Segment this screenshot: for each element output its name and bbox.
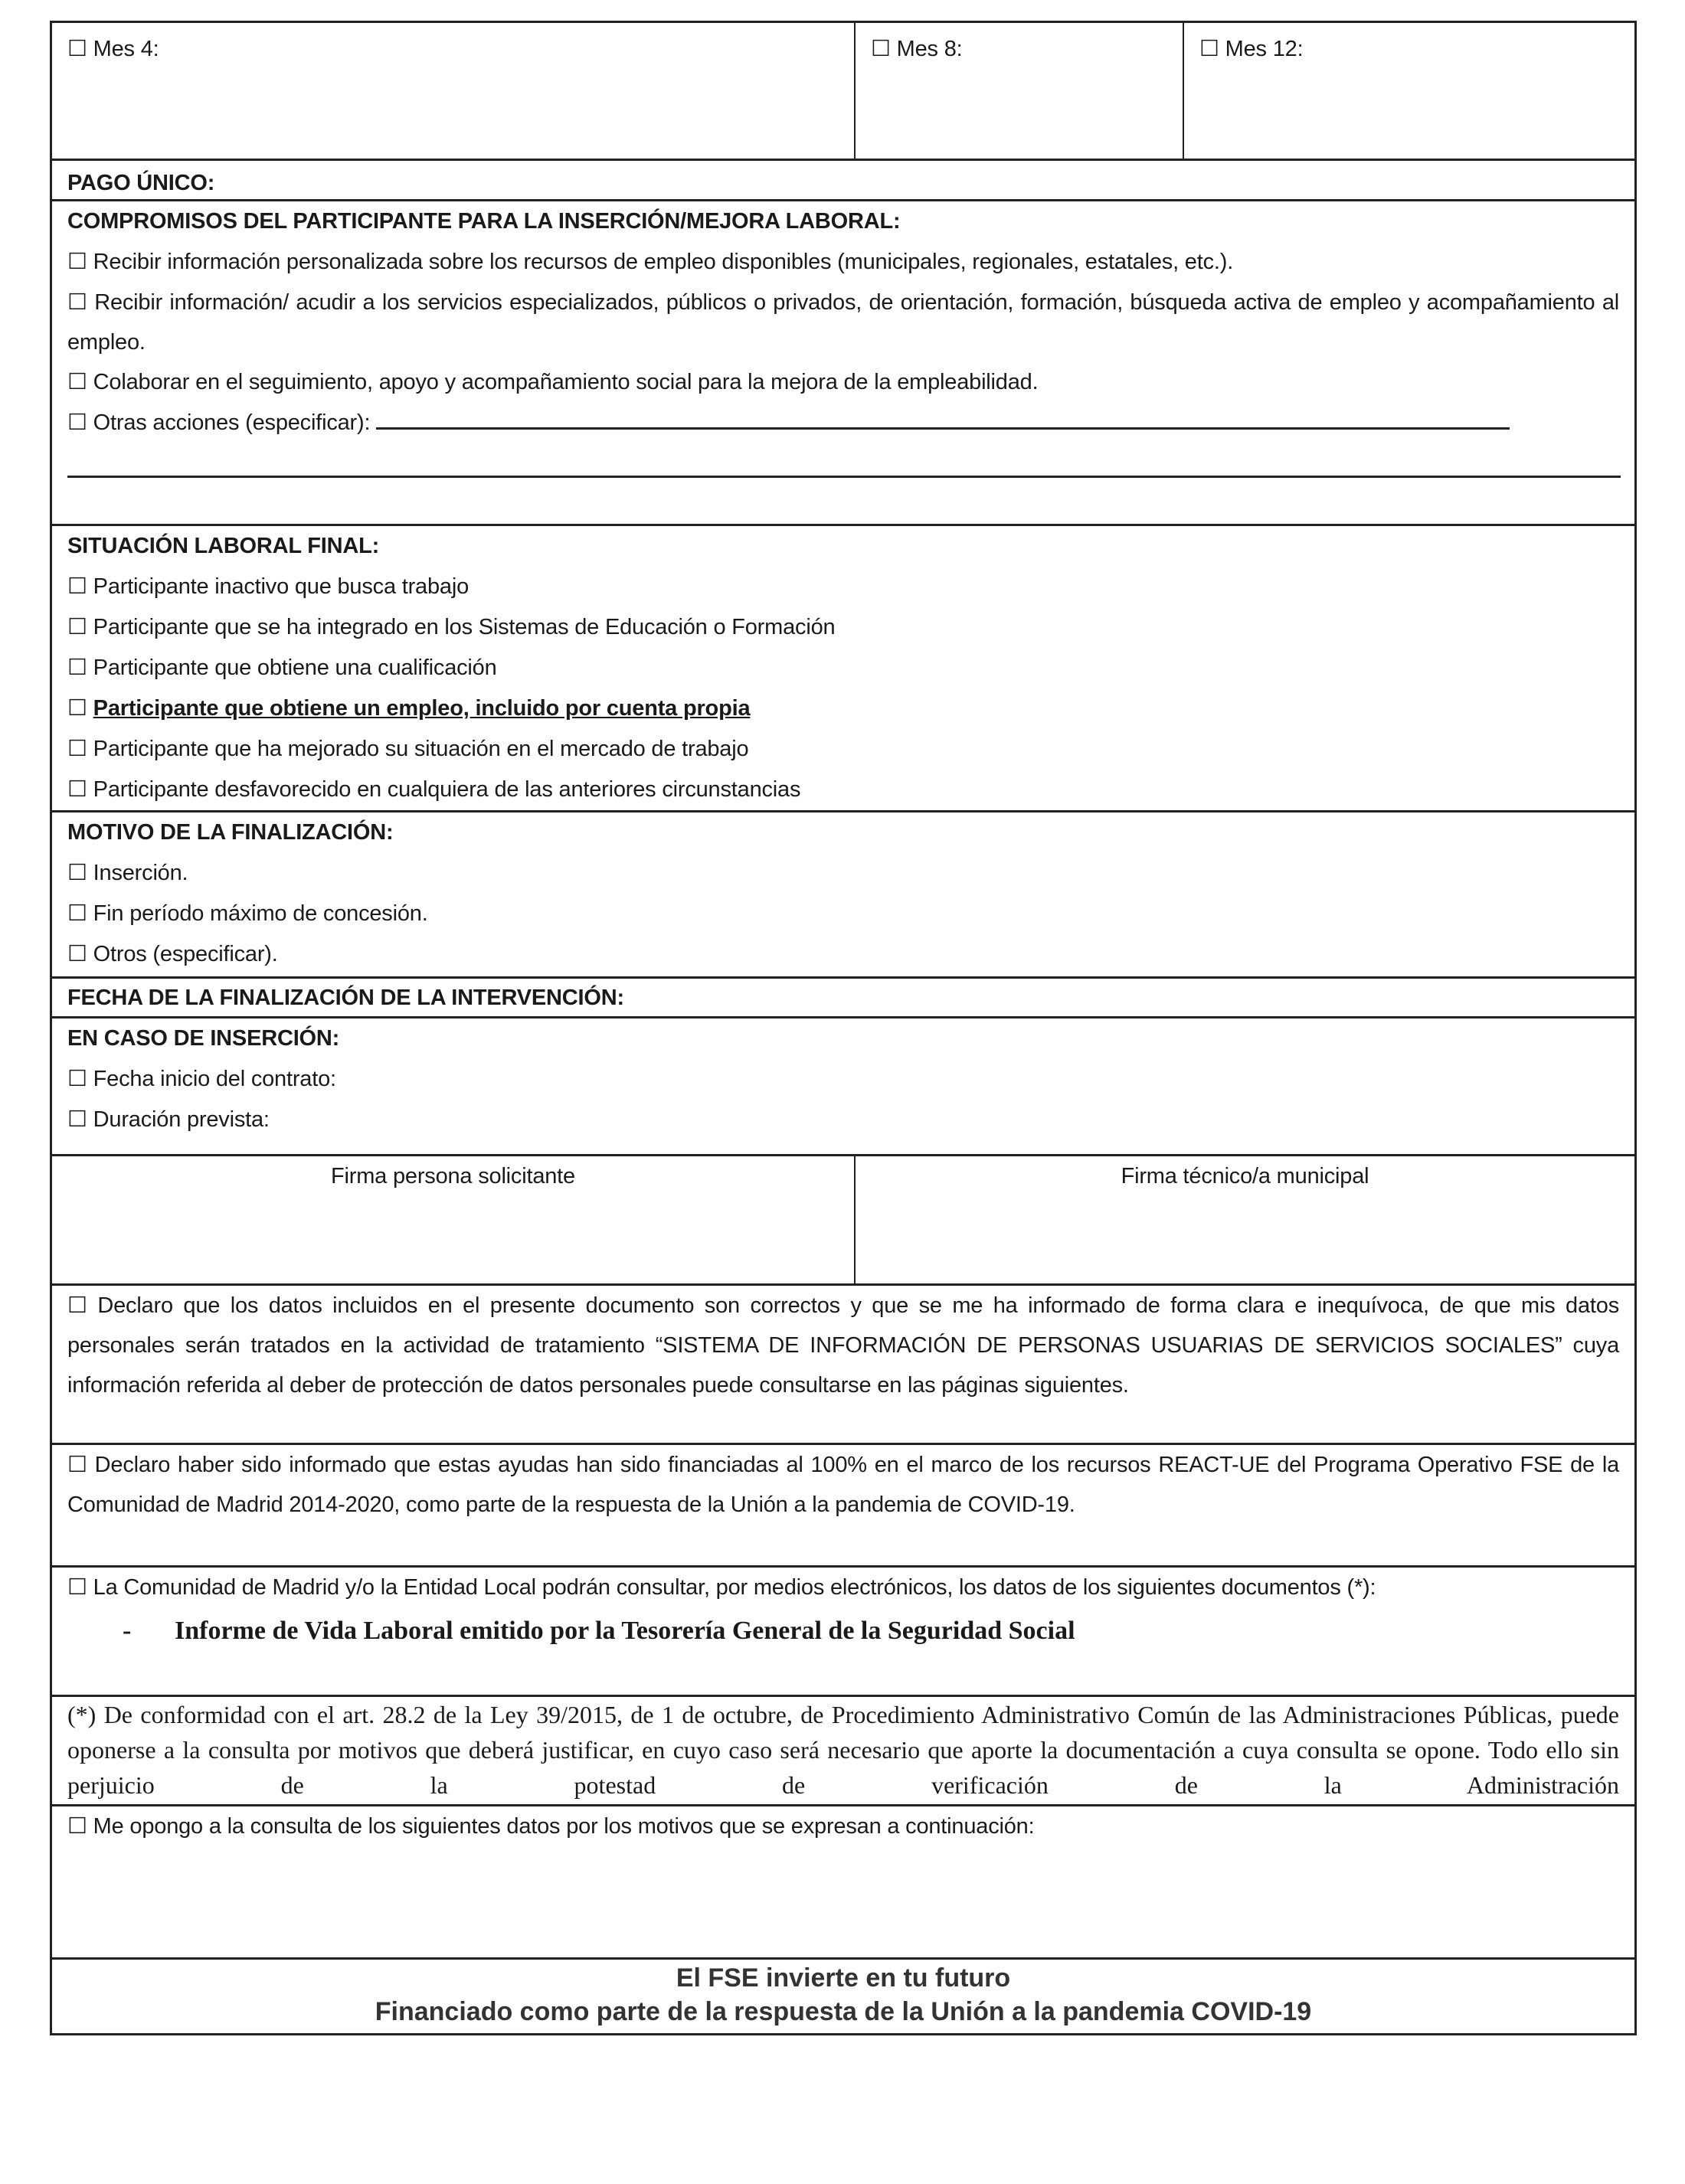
bullet: - — [123, 1617, 132, 1645]
declaracion-financiacion-text: Declaro haber sido informado que estas ayudas han sido financiadas al 100% en el marco de los recursos REACT-UE del Programa Operativo FSE de la Comunidad de Madrid 2014-2020, como parte de la respuesta de la Unión a la pandemia de COVID-19. — [67, 1453, 1620, 1517]
nota-text: (*) De conformidad con el art. 28.2 de la Ley 39/2015, de 1 de octubre, de Procedimiento Administrativo Común de las Administraciones Públicas, puede oponerse a la consulta por motivos que deberá justificar, en cuyo caso será necesario que aporte la documentación a cuya consulta se opone. Todo ello sin perjuicio de la potestad de verificación de la Administración — [67, 1701, 1619, 1799]
motivo-title: MOTIVO DE LA FINALIZACIÓN: — [67, 820, 394, 845]
situacion-item: Participante inactivo que busca trabajo — [93, 574, 470, 599]
checkbox-icon[interactable]: ☐ — [67, 370, 87, 394]
checkbox-icon[interactable]: ☐ — [67, 290, 87, 315]
checkbox-icon[interactable]: ☐ — [67, 777, 87, 802]
situacion-item: Participante desfavorecido en cualquiera de las anteriores circunstancias — [93, 777, 801, 802]
checkbox-icon[interactable]: ☐ — [67, 656, 87, 680]
situacion-item: Participante que ha mejorado su situación en el mercado de trabajo — [93, 737, 749, 761]
checkbox-icon[interactable]: ☐ — [67, 696, 87, 721]
checkbox-icon[interactable]: ☐ — [67, 410, 87, 435]
month-4-label: Mes 4: — [93, 37, 159, 61]
compromiso-item: Recibir información/ acudir a los servicios especializados, públicos o privados, de orientación, formación, búsqueda activa de empleo y acompañamiento al empleo. — [67, 290, 1619, 355]
declaracion-datos-text: Declaro que los datos incluidos en el presente documento son correctos y que se me ha informado de forma clara e inequívoca, de que mis datos personales serán tratados en la actividad de tratamiento “SISTEMA DE INFORMACIÓN DE PERSONAS USUARIAS DE SERVICIOS SOCIALES” cuya información referida al deber de protección de datos personales puede consultarse en las páginas siguientes. — [67, 1293, 1619, 1398]
checkbox-icon[interactable]: ☐ — [67, 861, 87, 885]
fecha-finalizacion-label: FECHA DE LA FINALIZACIÓN DE LA INTERVENCIÓN: — [67, 986, 624, 1010]
checkbox-icon[interactable]: ☐ — [67, 1293, 87, 1318]
month-12-cell[interactable] — [1184, 23, 1634, 159]
checkbox-icon[interactable]: ☐ — [871, 37, 891, 61]
compromiso-item: Recibir información personalizada sobre los recursos de empleo disponibles (municipales, regionales, estatales, etc.). — [93, 250, 1234, 274]
situacion-item: Participante que se ha integrado en los Sistemas de Educación o Formación — [93, 615, 836, 639]
firma-tecnico-label: Firma técnico/a municipal — [1121, 1164, 1369, 1188]
checkbox-icon[interactable]: ☐ — [67, 901, 87, 926]
firmas-row — [50, 1154, 1637, 1283]
oposicion-row[interactable] — [50, 1804, 1637, 1957]
checkbox-icon[interactable]: ☐ — [67, 1575, 87, 1600]
checkbox-icon[interactable]: ☐ — [1199, 37, 1219, 61]
checkbox-icon[interactable]: ☐ — [67, 1107, 87, 1132]
firma-solicitante-label: Firma persona solicitante — [331, 1164, 575, 1188]
consulta-documento: Informe de Vida Laboral emitido por la Tesorería General de la Seguridad Social — [175, 1617, 1075, 1645]
checkbox-icon[interactable]: ☐ — [67, 574, 87, 599]
checkbox-icon[interactable]: ☐ — [67, 942, 87, 966]
footer-row — [50, 1957, 1637, 2035]
situacion-item: Participante que obtiene una cualificación — [93, 656, 497, 680]
compromiso-item: Otras acciones (especificar): — [93, 410, 371, 435]
insercion-item: Duración prevista: — [93, 1107, 270, 1132]
declaracion-financiacion-row — [50, 1443, 1637, 1565]
firma-solicitante[interactable] — [52, 1156, 856, 1283]
situacion-item: Participante que obtiene un empleo, incluido por cuenta propia — [93, 696, 751, 721]
checkbox-icon[interactable]: ☐ — [67, 1814, 87, 1839]
month-8-label: Mes 8: — [896, 37, 963, 61]
consulta-text: La Comunidad de Madrid y/o la Entidad Local podrán consultar, por medios electrónicos, los datos de los siguientes documentos (*): — [93, 1575, 1376, 1600]
fecha-finalizacion-row — [50, 976, 1637, 1016]
footer-line1: El FSE invierte en tu futuro — [676, 1963, 1011, 1993]
month-12-label: Mes 12: — [1225, 37, 1304, 61]
declaracion-datos-row — [50, 1283, 1637, 1443]
checkbox-icon[interactable]: ☐ — [67, 615, 87, 639]
insercion-section — [50, 1016, 1637, 1154]
oposicion-text: Me opongo a la consulta de los siguientes datos por los motivos que se expresan a continuación: — [93, 1814, 1035, 1839]
compromisos-title: COMPROMISOS DEL PARTICIPANTE PARA LA INSERCIÓN/MEJORA LABORAL: — [67, 209, 901, 234]
month-8-cell[interactable] — [856, 23, 1184, 159]
checkbox-icon[interactable]: ☐ — [67, 1067, 87, 1091]
situacion-section — [50, 524, 1637, 810]
pago-unico-label: PAGO ÚNICO: — [67, 171, 215, 195]
otras-acciones-line2[interactable] — [67, 443, 1621, 478]
insercion-title: EN CASO DE INSERCIÓN: — [67, 1026, 340, 1051]
motivo-item: Fin período máximo de concesión. — [93, 901, 428, 926]
compromiso-item: Colaborar en el seguimiento, apoyo y acompañamiento social para la mejora de la empleabilidad. — [93, 370, 1039, 394]
otras-acciones-field[interactable] — [376, 412, 1510, 430]
motivo-item: Otros (especificar). — [93, 942, 278, 966]
situacion-title: SITUACIÓN LABORAL FINAL: — [67, 534, 380, 558]
footer-line2: Financiado como parte de la respuesta de la Unión a la pandemia COVID-19 — [375, 1997, 1312, 2026]
compromisos-section — [50, 199, 1637, 524]
firma-tecnico[interactable] — [856, 1156, 1634, 1283]
motivo-item: Inserción. — [93, 861, 188, 885]
consulta-row — [50, 1565, 1637, 1695]
insercion-item: Fecha inicio del contrato: — [93, 1067, 336, 1091]
pago-unico-row — [50, 159, 1637, 199]
checkbox-icon[interactable]: ☐ — [67, 737, 87, 761]
nota-row — [50, 1695, 1637, 1804]
checkbox-icon[interactable]: ☐ — [67, 1453, 87, 1477]
month-4-cell[interactable] — [52, 23, 856, 159]
months-row — [50, 21, 1637, 159]
checkbox-icon[interactable]: ☐ — [67, 250, 87, 274]
motivo-section — [50, 810, 1637, 976]
checkbox-icon[interactable]: ☐ — [67, 37, 87, 61]
